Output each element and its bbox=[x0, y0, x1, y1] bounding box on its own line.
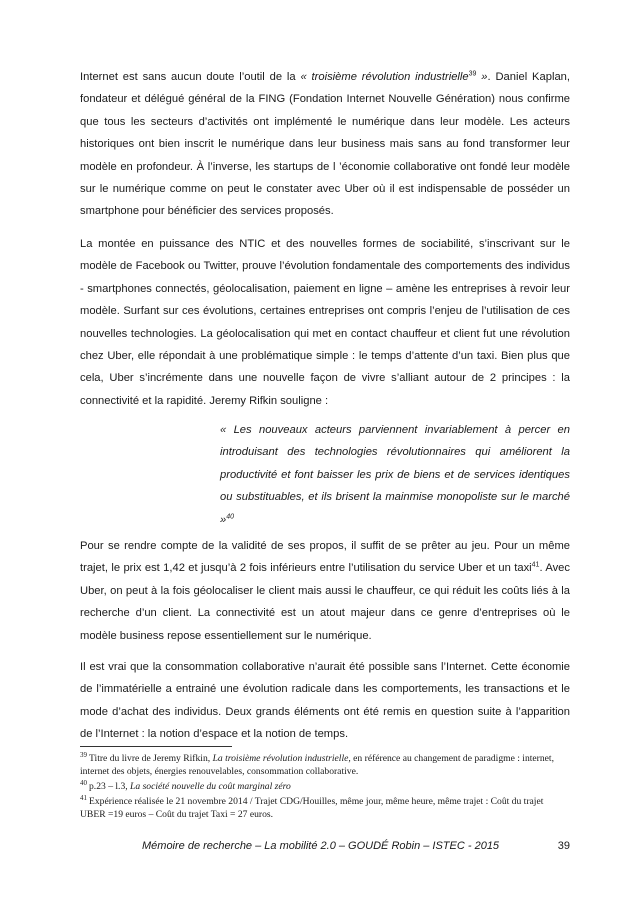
footer-title: Mémoire de recherche – La mobilité 2.0 – GOUDÉ Robin – ISTEC - 2015 bbox=[142, 840, 500, 852]
footnote-number: 41 bbox=[80, 793, 87, 802]
footnote-41 bbox=[80, 795, 570, 821]
footnote-ref-40[interactable]: 40 bbox=[226, 512, 235, 520]
page-number: 39 bbox=[557, 840, 570, 852]
footnote-text: Expérience réalisée le 21 novembre 2014 / Trajet CDG/Houilles, même jour, même heure, même trajet : Coût du trajet UBER =19 euros – Coût du trajet Taxi = 27 euros. bbox=[80, 796, 544, 820]
paragraph-3-text: Pour se rendre compte de la validité de ses propos, il suffit de se prêter au jeu. Pour un même trajet, le prix est 1,42 et jusqu’à 2 fois inférieurs entre l’utilisation du service Uber et un taxi bbox=[80, 540, 570, 575]
paragraph-1-text: Internet est sans aucun doute l’outil de la bbox=[80, 71, 301, 83]
paragraph-3 bbox=[80, 535, 570, 647]
footnote-divider bbox=[80, 746, 232, 747]
footnote-ref-39[interactable]: 39 bbox=[468, 70, 477, 78]
block-quote bbox=[220, 419, 570, 531]
block-quote-text: « Les nouveaux acteurs parviennent invariablement à percer en introduisant des technologies révolutionnaires qui améliorent la productivité et font baisser les prix de biens et de services identiques ou substituables, et ils brisent la mainmise monopoliste sur le marché » bbox=[220, 424, 570, 526]
footnote-text: p.23 – l.3, bbox=[89, 781, 131, 792]
paragraph-1 bbox=[80, 66, 570, 223]
footnote-39 bbox=[80, 752, 570, 778]
paragraph-1-text-cont: . Daniel Kaplan, fondateur et délégué général de la FING (Fondation Internet Nouvelle Génération) nous confirme que tous les secteurs d’activités ont implémenté le numérique dans leur modèle. Les acteurs historiques ont bien inscrit le numérique dans leur business mais sans au fond transformer leur modèle en profondeur. À l’inverse, les startups de l ’économie collaborative ont fondé leur modèle sur le numérique comme on peut le constater avec Uber où il est indispensable de posséder un smartphone pour bénéficier des services proposés. bbox=[80, 71, 570, 218]
paragraph-4: Il est vrai que la consommation collaborative n’aurait été possible sans l’Internet. Cette économie de l’immatérielle a entrainé une évolution radicale dans les comportements, les transactions et le mode d’achat des individus. Deux grands éléments ont été remis en question suite à l’apparition de l’Internet : la notion d’espace et la notion de temps. bbox=[80, 661, 570, 741]
paragraph-1-quote: « troisième révolution industrielle bbox=[300, 71, 469, 83]
footnote-text: Titre du livre de Jeremy Rifkin, bbox=[89, 753, 213, 764]
footnote-text-cont: , en référence au changement de paradigme : internet, internet des objets, énergies renouvelables, consommation collaborative. bbox=[80, 753, 554, 777]
footnote-number: 40 bbox=[80, 778, 87, 787]
paragraph-2: La montée en puissance des NTIC et des nouvelles formes de sociabilité, s’inscrivant sur le modèle de Facebook ou Twitter, prouve l’évolution fondamentale des comportements des individus - smartphones connectés, géolocalisation, paiement en ligne – amène les entreprises à revoir leur modèle. Surfant sur ces évolutions, certaines entreprises ont compris l’enjeu de l’utilisation de ces nouvelles technologies. La géolocalisation qui met en contact chauffeur et client fut une révolution chez Uber, elle répondait à une problématique simple : le temps d’attente d’un taxi. Bien plus que cela, Uber s’incrémente dans une nouvelle façon de vivre s’alliant autour de 2 principes : la connectivité et la rapidité. Jeremy Rifkin souligne : bbox=[80, 238, 570, 407]
footnote-40 bbox=[80, 780, 570, 793]
footnote-ref-41[interactable]: 41 bbox=[531, 561, 540, 569]
paragraph-3-text-cont: . Avec Uber, on peut à la fois géolocaliser le client mais aussi le chauffeur, ce qui réduit les coûts liés à la recherche d’un client. La connectivité est un atout majeur dans ce genre d’entreprises où le modèle business repose essentiellement sur le numérique. bbox=[80, 562, 570, 642]
footnotes bbox=[80, 752, 570, 823]
footnote-number: 39 bbox=[80, 750, 87, 759]
footnote-title: La société nouvelle du coût marginal zéro bbox=[130, 781, 291, 792]
footnote-title: La troisième révolution industrielle bbox=[212, 753, 349, 764]
paragraph-1-quote-close: » bbox=[476, 71, 488, 83]
